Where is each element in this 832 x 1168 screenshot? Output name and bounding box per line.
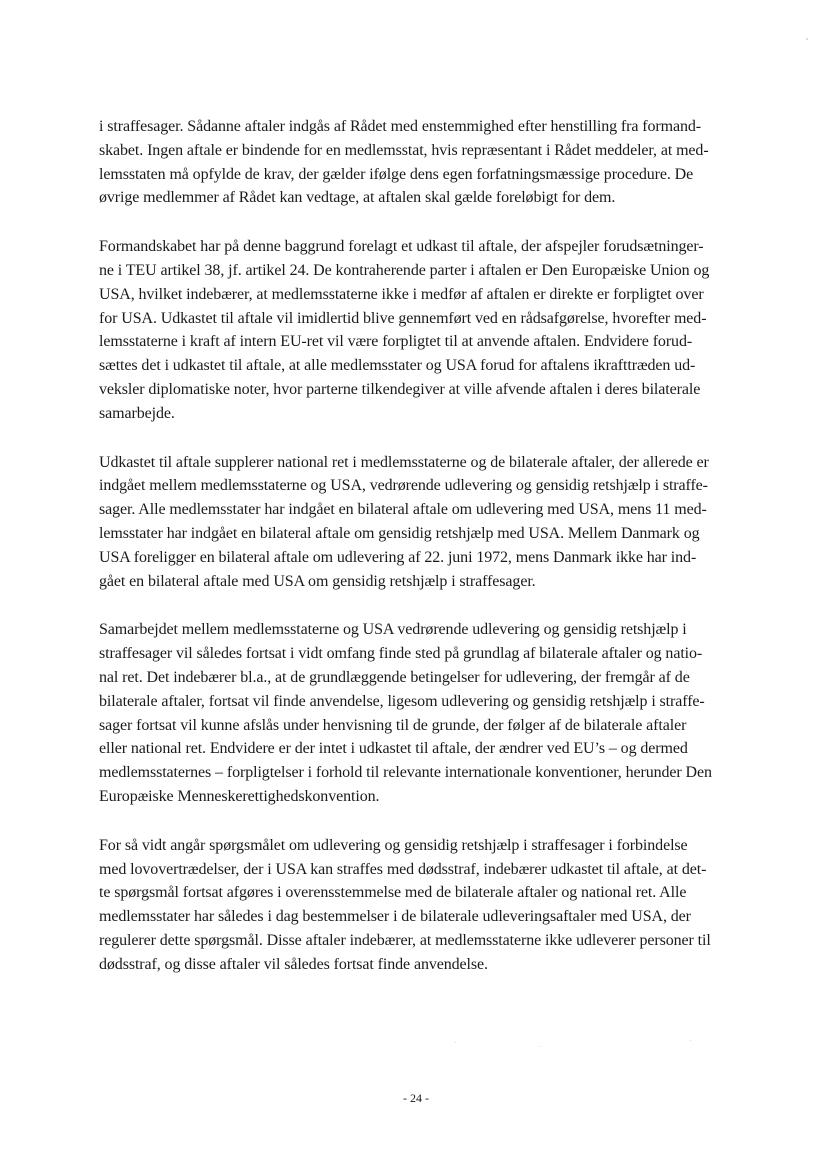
text-line: medlemsstaternes – forpligtelser i forhold til relevante internationale konventioner, herunder Den: [99, 764, 712, 782]
text-line: med lovovertrædelser, der i USA kan straffes med dødsstraf, indebærer udkastet til aftale, at det-: [99, 860, 707, 878]
text-line: indgået mellem medlemsstaterne og USA, vedrørende udlevering og gensidig retshjælp i straffe-: [99, 477, 708, 495]
text-line: regulerer dette spørgsmål. Disse aftaler indebærer, at medlemsstaterne ikke udleverer personer til: [99, 931, 711, 949]
paragraph: [99, 115, 749, 210]
text-line: medlemsstater har således i dag bestemmelser i de bilaterale udleveringsaftaler med USA, der: [99, 908, 691, 926]
text-line: lemsstaten må opfylde de krav, der gælder ifølge dens egen forfatningsmæssige procedure. De: [99, 165, 694, 183]
text-line: USA foreligger en bilateral aftale om udlevering af 22. juni 1972, mens Danmark ikke har ind-: [99, 548, 697, 566]
text-line: sager. Alle medlemsstater har indgået en bilateral aftale om udlevering med USA, mens 11 med-: [99, 501, 707, 519]
text-line: samarbejde.: [99, 404, 175, 422]
text-line: dødsstraf, og disse aftaler vil således fortsat finde anvendelse.: [99, 955, 488, 973]
text-line: skabet. Ingen aftale er bindende for en medlemsstat, hvis repræsentant i Rådet meddeler, at med-: [99, 141, 709, 159]
text-line: nal ret. Det indebærer bl.a., at de grundlæggende betingelser for udlevering, der fremgår af de: [99, 668, 690, 686]
text-line: gået en bilateral aftale med USA om gensidig retshjælp i straffesager.: [99, 572, 536, 590]
text-line: Europæiske Menneskerettighedskonvention.: [99, 787, 380, 805]
text-line: For så vidt angår spørgsmålet om udlevering og gensidig retshjælp i straffesager i forbindelse: [99, 836, 688, 854]
document-body: [99, 115, 749, 1002]
text-line: Samarbejdet mellem medlemsstaterne og USA vedrørende udlevering og gensidig retshjælp i: [99, 621, 687, 639]
scan-speck: [540, 1046, 541, 1047]
text-line: sættes det i udkastet til aftale, at alle medlemsstater og USA forud for aftalens ikrafttræden ud-: [99, 357, 696, 375]
text-line: sager fortsat vil kunne afslås under henvisning til de grunde, der følger af de bilaterale aftaler: [99, 716, 687, 734]
text-line: USA, hvilket indebærer, at medlemsstaterne ikke i medfør af aftalen er direkte er forpligtet over: [99, 285, 704, 303]
text-line: for USA. Udkastet til aftale vil imidlertid blive gennemført ved en rådsafgørelse, hvorefter med-: [99, 309, 707, 327]
scan-speck: [455, 1042, 456, 1043]
text-line: eller national ret. Endvidere er der intet i udkastet til aftale, der ændrer ved EU’s – og dermed: [99, 740, 688, 758]
text-line: Udkastet til aftale supplerer national ret i medlemsstaterne og de bilaterale aftaler, der allerede er: [99, 453, 709, 471]
text-line: ne i TEU artikel 38, jf. artikel 24. De kontraherende parter i aftalen er Den Europæiske Union og: [99, 261, 710, 279]
scan-speck: [690, 1040, 691, 1041]
text-line: lemsstaterne i kraft af intern EU-ret vil være forpligtet til at anvende aftalen. Endvidere forud-: [99, 333, 693, 351]
text-line: bilaterale aftaler, fortsat vil finde anvendelse, ligesom udlevering og gensidig retshjælp i straffe-: [99, 692, 705, 710]
text-line: straffesager vil således fortsat i vidt omfang finde sted på grundlag af bilaterale aftaler og natio-: [99, 645, 703, 663]
paragraph: [99, 618, 749, 808]
text-line: veksler diplomatiske noter, hvor parterne tilkendegiver at ville afvende aftalen i deres bilaterale: [99, 380, 701, 398]
paragraph: [99, 235, 749, 425]
text-line: lemsstater har indgået en bilateral aftale om gensidig retshjælp med USA. Mellem Danmark og: [99, 524, 700, 542]
text-line: øvrige medlemmer af Rådet kan vedtage, at aftalen skal gælde foreløbigt for dem.: [99, 189, 616, 207]
text-line: te spørgsmål fortsat afgøres i overensstemmelse med de bilaterale aftaler og national ret. Alle: [99, 884, 687, 902]
paragraph: [99, 834, 749, 977]
text-line: Formandskabet har på denne baggrund forelagt et udkast til aftale, der afspejler forudsætninger-: [99, 238, 704, 256]
scan-speck: [806, 38, 808, 40]
paragraph: [99, 451, 749, 594]
text-line: i straffesager. Sådanne aftaler indgås af Rådet med enstemmighed efter henstilling fra formand-: [99, 118, 701, 135]
page-number: - 24 -: [403, 1091, 429, 1105]
